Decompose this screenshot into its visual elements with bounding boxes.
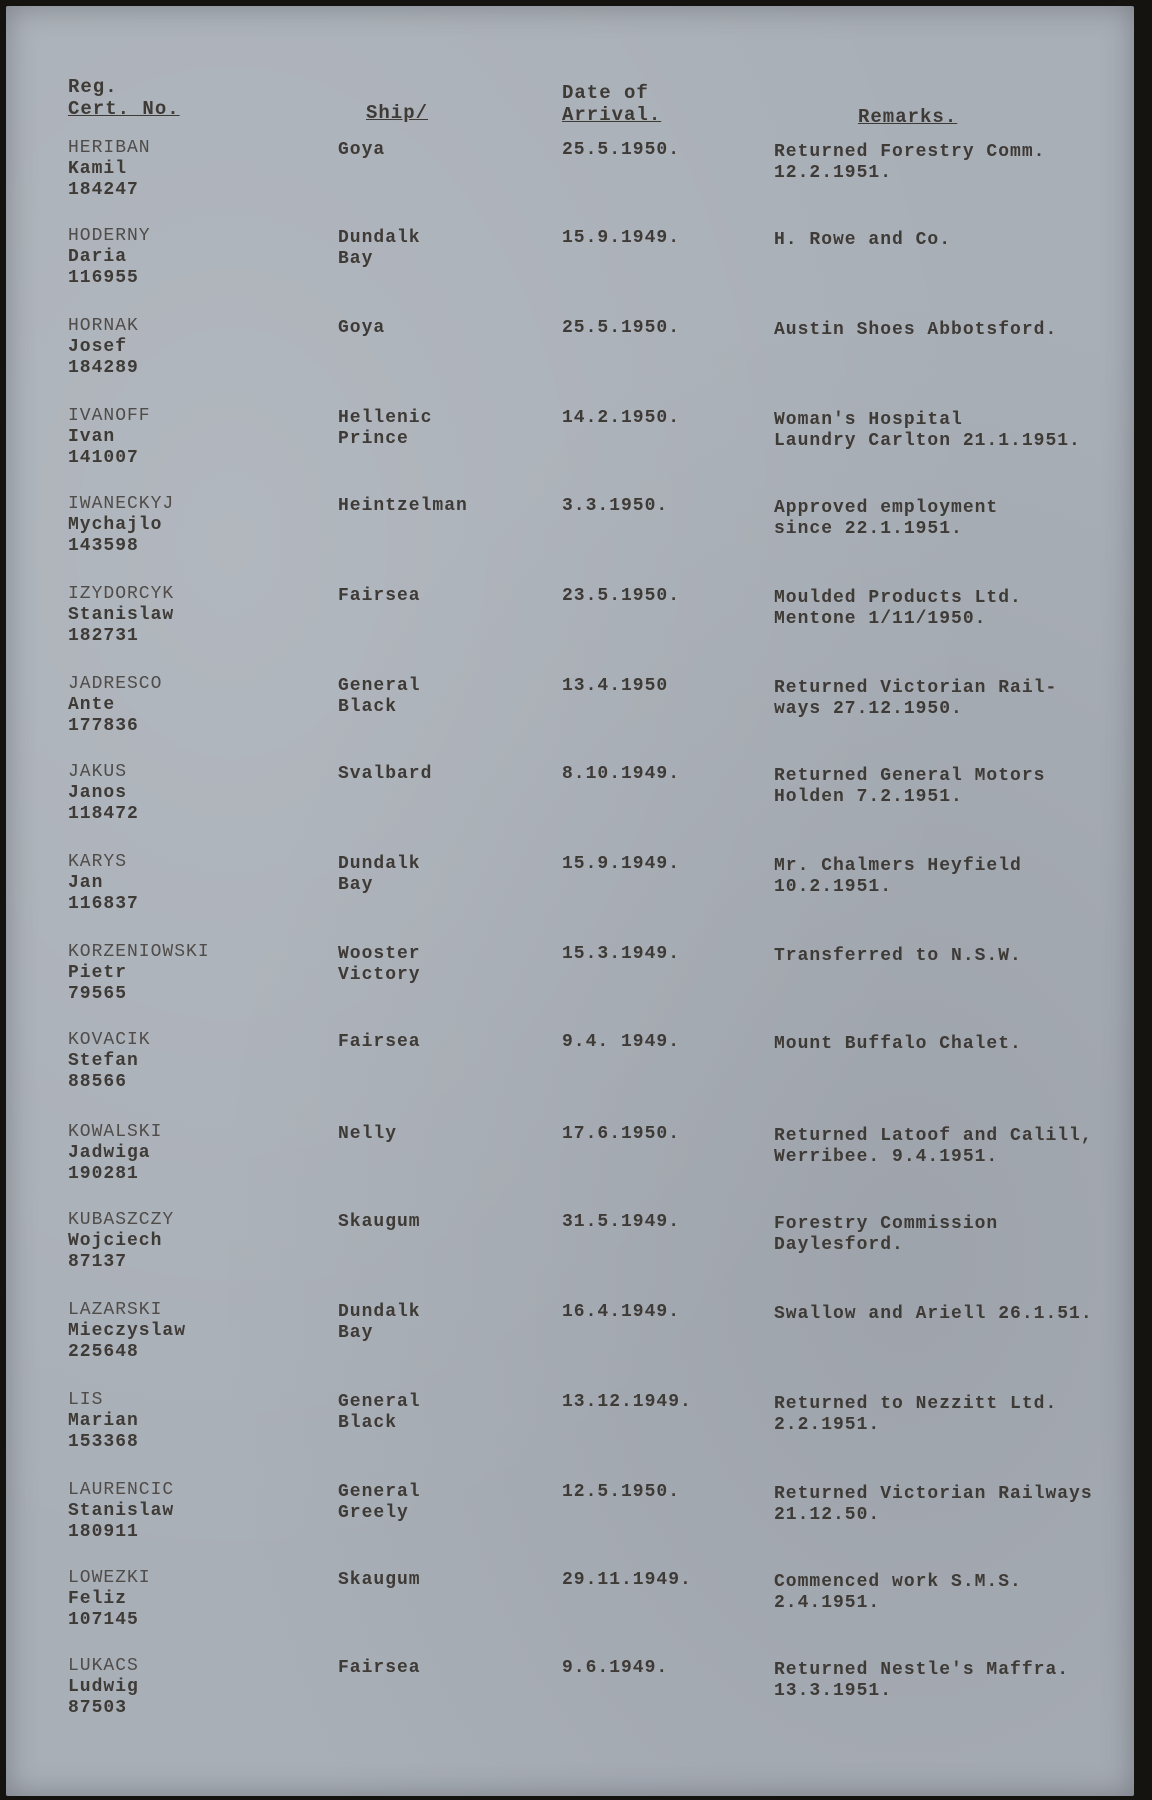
surname: LIS (68, 1390, 104, 1410)
remarks-line: Returned to Nezzitt Ltd. (774, 1394, 1058, 1414)
table-row (6, 1030, 1134, 1116)
forename: Pietr (68, 963, 128, 983)
remarks-cell (774, 1304, 1134, 1325)
ship-cell (338, 228, 528, 270)
cert-number: 107145 (68, 1610, 139, 1630)
ship-cell (338, 764, 528, 785)
ship-name-line: General (338, 1482, 421, 1502)
cert-cell (68, 1656, 268, 1719)
ship-cell (338, 1302, 528, 1344)
table-row (6, 1300, 1134, 1386)
ship-cell (338, 1570, 528, 1591)
cert-cell (68, 674, 268, 737)
remarks-cell (774, 678, 1134, 720)
surname: LOWEZKI (68, 1568, 151, 1588)
ship-name-line: Nelly (338, 1124, 398, 1144)
surname: KUBASZCZY (68, 1210, 175, 1230)
ship-name-line: Black (338, 1413, 398, 1433)
surname: JAKUS (68, 762, 128, 782)
forename: Josef (68, 337, 128, 357)
remarks-line: since 22.1.1951. (774, 519, 963, 539)
cert-cell (68, 1390, 268, 1453)
table-row (6, 226, 1134, 312)
table-row (6, 316, 1134, 402)
ship-cell (338, 1392, 528, 1434)
ship-cell (338, 408, 528, 450)
header-date-line2: Arrival. (562, 104, 662, 126)
ship-cell (338, 496, 528, 517)
header-ship-label: Ship/ (366, 102, 429, 124)
ship-cell (338, 854, 528, 896)
ship-name-line: Dundalk (338, 1302, 421, 1322)
remarks-line: ways 27.12.1950. (774, 699, 963, 719)
remarks-line: 13.3.1951. (774, 1681, 893, 1701)
remarks-cell (774, 1034, 1134, 1055)
forename: Jadwiga (68, 1143, 151, 1163)
cert-number: 116837 (68, 894, 139, 914)
ship-name-line: Skaugum (338, 1212, 421, 1232)
cert-number: 184289 (68, 358, 139, 378)
surname: KOVACIK (68, 1030, 151, 1050)
cert-number: 116955 (68, 268, 139, 288)
table-row (6, 1390, 1134, 1476)
cert-number: 182731 (68, 626, 139, 646)
cert-cell (68, 584, 268, 647)
table-row (6, 138, 1134, 224)
remarks-cell (774, 588, 1134, 630)
remarks-cell (774, 1214, 1134, 1256)
header-cert-line1: Reg. (68, 76, 118, 98)
forename: Ante (68, 695, 116, 715)
table-row (6, 674, 1134, 760)
forename: Daria (68, 247, 128, 267)
surname: KOWALSKI (68, 1122, 163, 1142)
table-row (6, 1122, 1134, 1208)
cert-cell (68, 1568, 268, 1631)
ship-name-line: Svalbard (338, 764, 433, 784)
remarks-cell (774, 946, 1134, 967)
table-row (6, 1656, 1134, 1742)
remarks-line: 12.2.1951. (774, 163, 893, 183)
remarks-line: Swallow and Ariell 26.1.51. (774, 1304, 1093, 1324)
cert-cell (68, 1122, 268, 1185)
remarks-line: Returned Victorian Railways (774, 1484, 1093, 1504)
cert-cell (68, 1210, 268, 1273)
arrival-date: 15.9.1949. (562, 854, 681, 874)
forename: Stefan (68, 1051, 139, 1071)
surname: LUKACS (68, 1656, 139, 1676)
ship-name-line: Dundalk (338, 228, 421, 248)
remarks-line: Laundry Carlton 21.1.1951. (774, 431, 1081, 451)
remarks-cell (774, 1126, 1134, 1168)
remarks-cell (774, 766, 1134, 808)
cert-cell (68, 138, 268, 201)
arrival-date: 25.5.1950. (562, 140, 681, 160)
remarks-line: Werribee. 9.4.1951. (774, 1147, 999, 1167)
ship-name-line: Bay (338, 249, 374, 269)
ship-name-line: Heintzelman (338, 496, 468, 516)
ship-name-line: Prince (338, 429, 409, 449)
ship-name-line: General (338, 676, 421, 696)
ship-name-line: Bay (338, 875, 374, 895)
remarks-line: Returned Latoof and Calill, (774, 1126, 1093, 1146)
remarks-cell (774, 410, 1134, 452)
ship-name-line: Fairsea (338, 1032, 421, 1052)
remarks-line: Approved employment (774, 498, 999, 518)
forename: Kamil (68, 159, 128, 179)
header-remarks (858, 106, 957, 128)
table-row (6, 762, 1134, 848)
remarks-cell (774, 320, 1134, 341)
ship-cell (338, 676, 528, 718)
cert-number: 118472 (68, 804, 139, 824)
remarks-cell (774, 1394, 1134, 1436)
surname: IZYDORCYK (68, 584, 175, 604)
forename: Wojciech (68, 1231, 163, 1251)
ship-cell (338, 1212, 528, 1233)
remarks-cell (774, 498, 1134, 540)
arrival-date: 9.6.1949. (562, 1658, 669, 1678)
header-remarks-label: Remarks. (858, 106, 958, 128)
remarks-line: 10.2.1951. (774, 877, 893, 897)
ship-name-line: Victory (338, 965, 421, 985)
arrival-date: 16.4.1949. (562, 1302, 681, 1322)
forename: Janos (68, 783, 128, 803)
remarks-line: Moulded Products Ltd. (774, 588, 1022, 608)
cert-cell (68, 226, 268, 289)
arrival-date: 14.2.1950. (562, 408, 681, 428)
ship-name-line: General (338, 1392, 421, 1412)
arrival-date: 8.10.1949. (562, 764, 681, 784)
ship-name-line: Hellenic (338, 408, 433, 428)
forename: Stanislaw (68, 1501, 175, 1521)
arrival-date: 13.4.1950 (562, 676, 669, 696)
remarks-line: Mr. Chalmers Heyfield (774, 856, 1022, 876)
cert-cell (68, 762, 268, 825)
cert-number: 177836 (68, 716, 139, 736)
ship-name-line: Black (338, 697, 398, 717)
ship-cell (338, 944, 528, 986)
ship-name-line: Fairsea (338, 586, 421, 606)
cert-number: 143598 (68, 536, 139, 556)
ship-name-line: Bay (338, 1323, 374, 1343)
cert-number: 141007 (68, 448, 139, 468)
forename: Jan (68, 873, 104, 893)
arrival-date: 25.5.1950. (562, 318, 681, 338)
cert-number: 190281 (68, 1164, 139, 1184)
table-row (6, 584, 1134, 670)
ship-name-line: Goya (338, 318, 386, 338)
table-row (6, 1210, 1134, 1296)
ship-cell (338, 1032, 528, 1053)
cert-cell (68, 1480, 268, 1543)
arrival-date: 15.9.1949. (562, 228, 681, 248)
surname: IWANECKYJ (68, 494, 175, 514)
forename: Stanislaw (68, 605, 175, 625)
cert-number: 180911 (68, 1522, 139, 1542)
cert-number: 225648 (68, 1342, 139, 1362)
surname: HORNAK (68, 316, 139, 336)
remarks-line: Returned General Motors (774, 766, 1046, 786)
ship-name-line: Wooster (338, 944, 421, 964)
arrival-date: 12.5.1950. (562, 1482, 681, 1502)
remarks-line: Commenced work S.M.S. (774, 1572, 1022, 1592)
ship-cell (338, 1124, 528, 1145)
forename: Ludwig (68, 1677, 139, 1697)
ship-cell (338, 140, 528, 161)
remarks-line: Returned Nestle's Maffra. (774, 1660, 1070, 1680)
surname: KORZENIOWSKI (68, 942, 210, 962)
remarks-cell (774, 1572, 1134, 1614)
remarks-line: Daylesford. (774, 1235, 904, 1255)
surname: HODERNY (68, 226, 151, 246)
remarks-line: Transferred to N.S.W. (774, 946, 1022, 966)
ship-name-line: Dundalk (338, 854, 421, 874)
header-cert-no (68, 76, 180, 120)
cert-cell (68, 1030, 268, 1093)
cert-cell (68, 316, 268, 379)
remarks-line: H. Rowe and Co. (774, 230, 952, 250)
remarks-line: Mount Buffalo Chalet. (774, 1034, 1022, 1054)
remarks-cell (774, 856, 1134, 898)
ship-name-line: Goya (338, 140, 386, 160)
ship-cell (338, 1658, 528, 1679)
remarks-cell (774, 1660, 1134, 1702)
remarks-line: Woman's Hospital (774, 410, 963, 430)
table-row (6, 494, 1134, 580)
remarks-line: Holden 7.2.1951. (774, 787, 963, 807)
table-row (6, 406, 1134, 492)
surname: JADRESCO (68, 674, 163, 694)
cert-cell (68, 494, 268, 557)
surname: LAZARSKI (68, 1300, 163, 1320)
arrival-date: 17.6.1950. (562, 1124, 681, 1144)
cert-number: 87503 (68, 1698, 128, 1718)
arrival-date: 23.5.1950. (562, 586, 681, 606)
header-date-line1: Date of (562, 82, 649, 104)
ship-name-line: Fairsea (338, 1658, 421, 1678)
surname: IVANOFF (68, 406, 151, 426)
table-row (6, 1480, 1134, 1566)
document-page (6, 6, 1134, 1796)
cert-number: 153368 (68, 1432, 139, 1452)
arrival-date: 9.4. 1949. (562, 1032, 681, 1052)
remarks-line: Forestry Commission (774, 1214, 999, 1234)
remarks-line: Returned Forestry Comm. (774, 142, 1046, 162)
arrival-date: 31.5.1949. (562, 1212, 681, 1232)
surname: LAURENCIC (68, 1480, 175, 1500)
table-row (6, 942, 1134, 1028)
forename: Ivan (68, 427, 116, 447)
forename: Feliz (68, 1589, 128, 1609)
surname: KARYS (68, 852, 128, 872)
header-date (562, 82, 661, 126)
cert-cell (68, 1300, 268, 1363)
remarks-cell (774, 142, 1134, 184)
arrival-date: 15.3.1949. (562, 944, 681, 964)
ship-name-line: Greely (338, 1503, 409, 1523)
ship-cell (338, 586, 528, 607)
surname: HERIBAN (68, 138, 151, 158)
forename: Marian (68, 1411, 139, 1431)
remarks-line: Returned Victorian Rail- (774, 678, 1058, 698)
forename: Mieczyslaw (68, 1321, 187, 1341)
arrival-date: 29.11.1949. (562, 1570, 692, 1590)
cert-number: 184247 (68, 180, 139, 200)
cert-cell (68, 406, 268, 469)
ship-cell (338, 1482, 528, 1524)
header-ship (366, 102, 428, 124)
ship-name-line: Skaugum (338, 1570, 421, 1590)
ship-cell (338, 318, 528, 339)
table-row (6, 1568, 1134, 1654)
table-row (6, 852, 1134, 938)
remarks-line: Mentone 1/11/1950. (774, 609, 987, 629)
cert-number: 87137 (68, 1252, 128, 1272)
remarks-cell (774, 230, 1134, 251)
cert-cell (68, 942, 268, 1005)
forename: Mychajlo (68, 515, 163, 535)
cert-number: 79565 (68, 984, 128, 1004)
remarks-line: 21.12.50. (774, 1505, 881, 1525)
cert-number: 88566 (68, 1072, 128, 1092)
header-cert-line2: Cert. No. (68, 98, 180, 120)
arrival-date: 13.12.1949. (562, 1392, 692, 1412)
cert-cell (68, 852, 268, 915)
arrival-date: 3.3.1950. (562, 496, 669, 516)
remarks-cell (774, 1484, 1134, 1526)
remarks-line: 2.2.1951. (774, 1415, 881, 1435)
remarks-line: 2.4.1951. (774, 1593, 881, 1613)
remarks-line: Austin Shoes Abbotsford. (774, 320, 1058, 340)
